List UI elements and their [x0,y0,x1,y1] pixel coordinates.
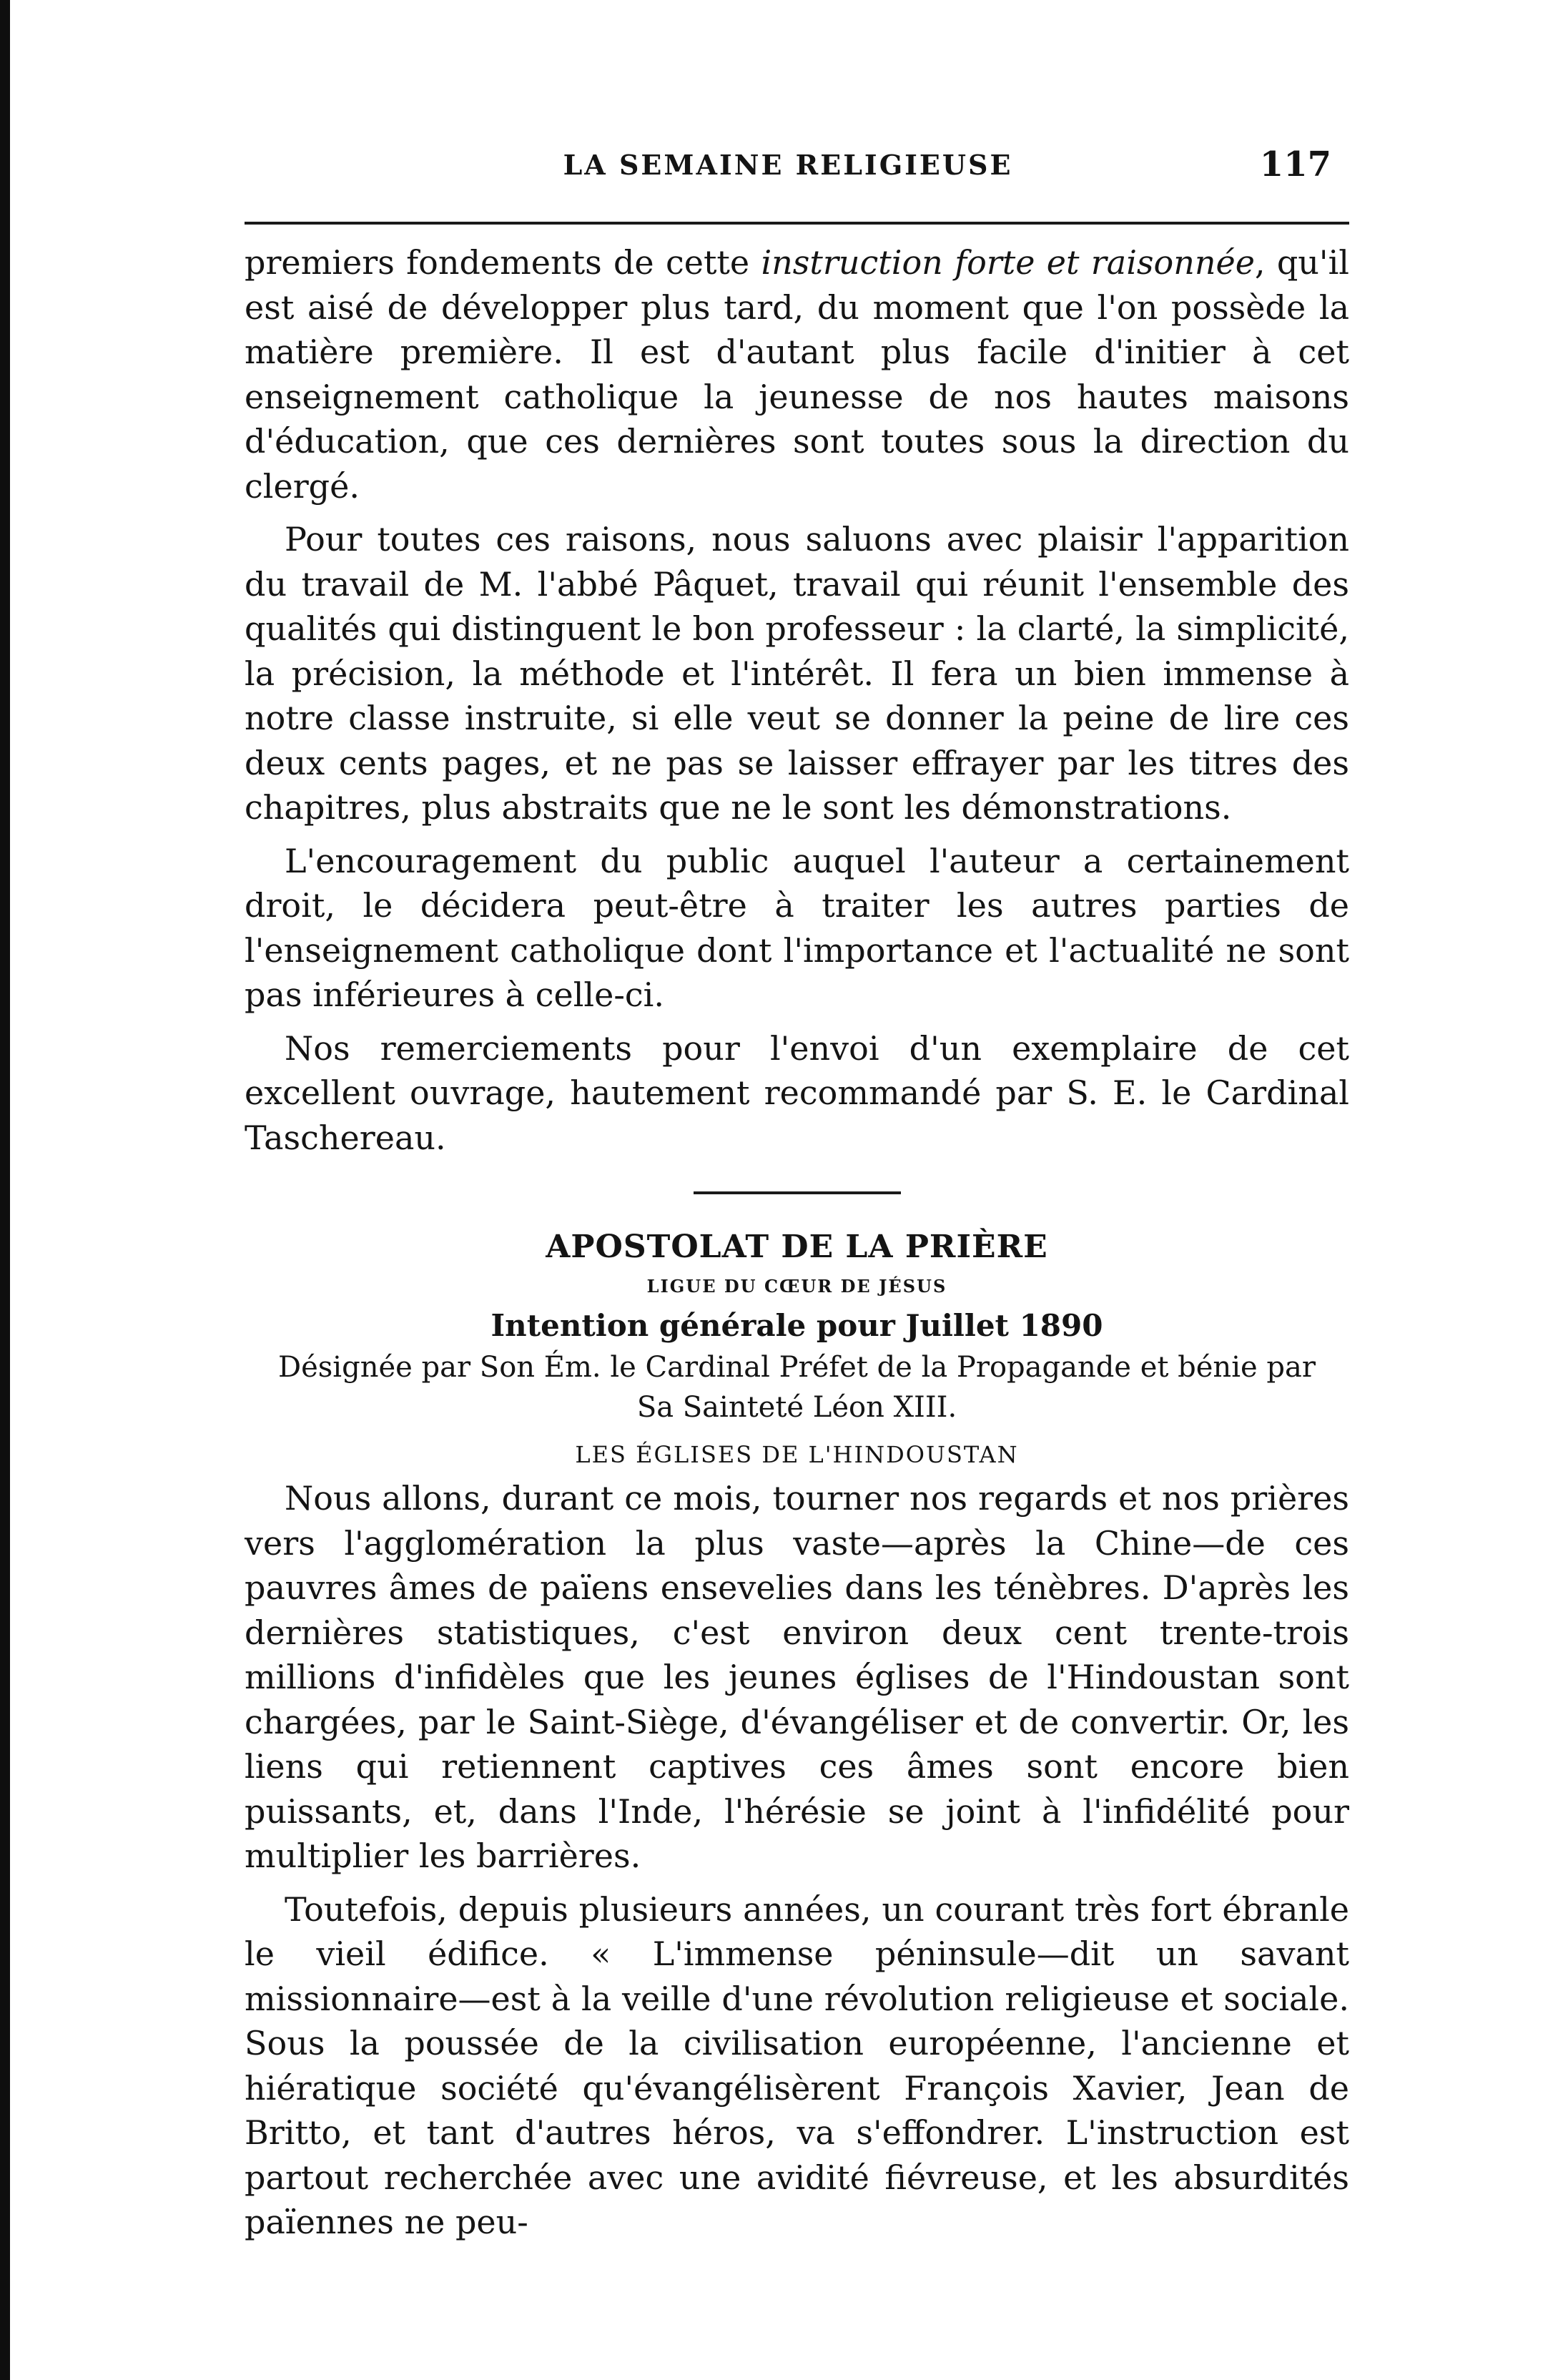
designation-line-1: Désignée par Son Ém. le Cardinal Préfet de la Propagande et bénie par [278,1351,1316,1384]
page-header [245,144,1331,199]
paragraph-4: Nos remerciements pour l'envoi d'un exemplaire de cet excellent ouvrage, hautement recommandé par S. E. le Cardinal Taschereau. [245,1028,1349,1157]
paragraph-1-italic: instruction forte et raisonnée [761,243,1255,282]
league-subtitle: LIGUE DU CŒUR DE JÉSUS [646,1276,947,1297]
churches-heading: LES ÉGLISES DE L'HINDOUSTAN [575,1441,1019,1468]
header-rule [245,222,1349,225]
paragraph-3: L'encouragement du public auquel l'auteur a certainement droit, le décidera peut-être à traiter les autres parties de l'enseignement catholique dont l'importance et l'actualité ne sont pas inférieures à celle-ci. [245,841,1349,1014]
paragraph-1 [245,240,1349,508]
page-body [245,240,1349,2245]
section-paragraph-2: Toutefois, depuis plusieurs années, un courant très fort ébranle le vieil édifice. « L'immense péninsule—dit un savant missionnaire—est à la veille d'une révolution religieuse et sociale. Sous la poussée de la civilisation européenne, l'ancienne et hiératique société qu'évangélisèrent François Xavier, Jean de Britto, et tant d'autres héros, va s'effondrer. L'instruction est partout recherchée avec une avidité fiévreuse, et les absurdités païennes ne peu- [245,1889,1349,2241]
intention-heading: Intention générale pour Juillet 1890 [490,1308,1103,1343]
paragraph-1-end: , qu'il est aisé de développer plus tard, du moment que l'on possède la matière première. Il est d'autant plus facile d'initier à cet enseignement catholique la jeunesse de nos hautes maisons d'éducation, que ces dernières sont toutes sous la direction du clergé. [245,243,1349,506]
running-title: LA SEMAINE RELIGIEUSE [563,149,1013,181]
section-divider [694,1191,901,1194]
section-paragraph-1: Nous allons, durant ce mois, tourner nos regards et nos prières vers l'agglomération la plus vaste—après la Chine—de ces pauvres âmes de païens ensevelies dans les ténèbres. D'après les dernières statistiques, c'est environ deux cent trente-trois millions d'infidèles que les jeunes églises de l'Hindoustan sont chargées, par le Saint-Siège, d'évangéliser et de convertir. Or, les liens qui retiennent captives ces âmes sont encore bien puissants, et, dans l'Inde, l'hérésie se joint à l'infidélité pour multiplier les barrières. [245,1479,1349,1875]
paragraph-2: Pour toutes ces raisons, nous saluons avec plaisir l'apparition du travail de M. l'abbé Pâquet, travail qui réunit l'ensemble des qualités qui distinguent le bon professeur : la clarté, la simplicité, la précision, la méthode et l'intérêt. Il fera un bien immense à notre classe instruite, si elle veut se donner la peine de lire ces deux cents pages, et ne pas se laisser effrayer par les titres des chapitres, plus abstraits que ne le sont les démonstrations. [245,520,1349,827]
page-number: 117 [1259,144,1331,185]
paragraph-1-start: premiers fondements de cette [245,243,761,282]
designation-line-2: Sa Sainteté Léon XIII. [636,1391,957,1424]
scan-left-edge [0,0,10,2380]
section-title: APOSTOLAT DE LA PRIÈRE [546,1229,1048,1265]
